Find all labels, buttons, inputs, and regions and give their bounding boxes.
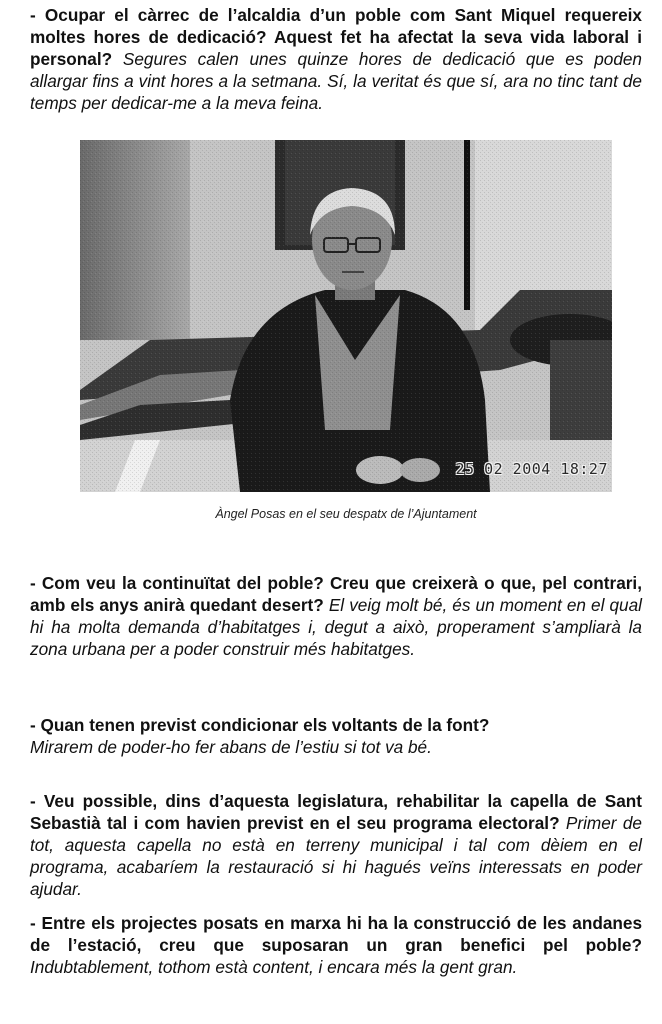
question-text: - Ocupar el càrrec de l’alcaldia d’un poble com Sant Miquel requereix moltes hores de dedicació? Aquest fet ha afectat la seva vida laboral i personal? bbox=[30, 5, 642, 69]
answer-text: Primer de tot, aquesta capella no està en terreny municipal i tal com dèiem en el programa, acabaríem la restauració si hi hagués veïns interessats en poder ajudar. bbox=[30, 813, 642, 899]
qa-block-workload bbox=[30, 4, 642, 114]
qa-block-station bbox=[30, 912, 642, 978]
qa-block-fountain bbox=[30, 714, 642, 758]
answer-text: Mirarem de poder-ho fer abans de l’estiu si tot va bé. bbox=[30, 737, 432, 757]
question-text: - Entre els projectes posats en marxa hi ha la construcció de les andanes de l’estació, creu que suposaran un gran benefici pel poble? bbox=[30, 913, 642, 955]
answer-text: El veig molt bé, és un moment en el qual hi ha molta demanda d’habitatges i, degut a això, properament s’ampliarà la zona urbana per a poder construir més habitatges. bbox=[30, 595, 642, 659]
photo-illustration bbox=[80, 140, 612, 492]
question-text: - Veu possible, dins d’aquesta legislatura, rehabilitar la capella de Sant Sebastià tal i com havien previst en el seu programa electoral? bbox=[30, 791, 642, 833]
answer-text: Segures calen unes quinze hores de dedicació que es poden allargar fins a vint hores a la setmana. Sí, la veritat és que sí, ara no tinc tant de temps per dedicar-me a la meva feina. bbox=[30, 49, 642, 113]
qa-block-continuity bbox=[30, 572, 642, 660]
mayor-photo bbox=[80, 140, 612, 492]
photo-date-stamp: 25 02 2004 18:27 bbox=[455, 460, 608, 478]
photo-caption: Àngel Posas en el seu despatx de l’Ajuntament bbox=[215, 507, 477, 521]
qa-block-chapel bbox=[30, 790, 642, 900]
answer-text: Indubtablement, tothom està content, i encara més la gent gran. bbox=[30, 957, 518, 977]
question-text: - Com veu la continuïtat del poble? Creu que creixerà o que, pel contrari, amb els anys anirà quedant desert? bbox=[30, 573, 642, 615]
question-text: - Quan tenen previst condicionar els voltants de la font? bbox=[30, 715, 490, 735]
